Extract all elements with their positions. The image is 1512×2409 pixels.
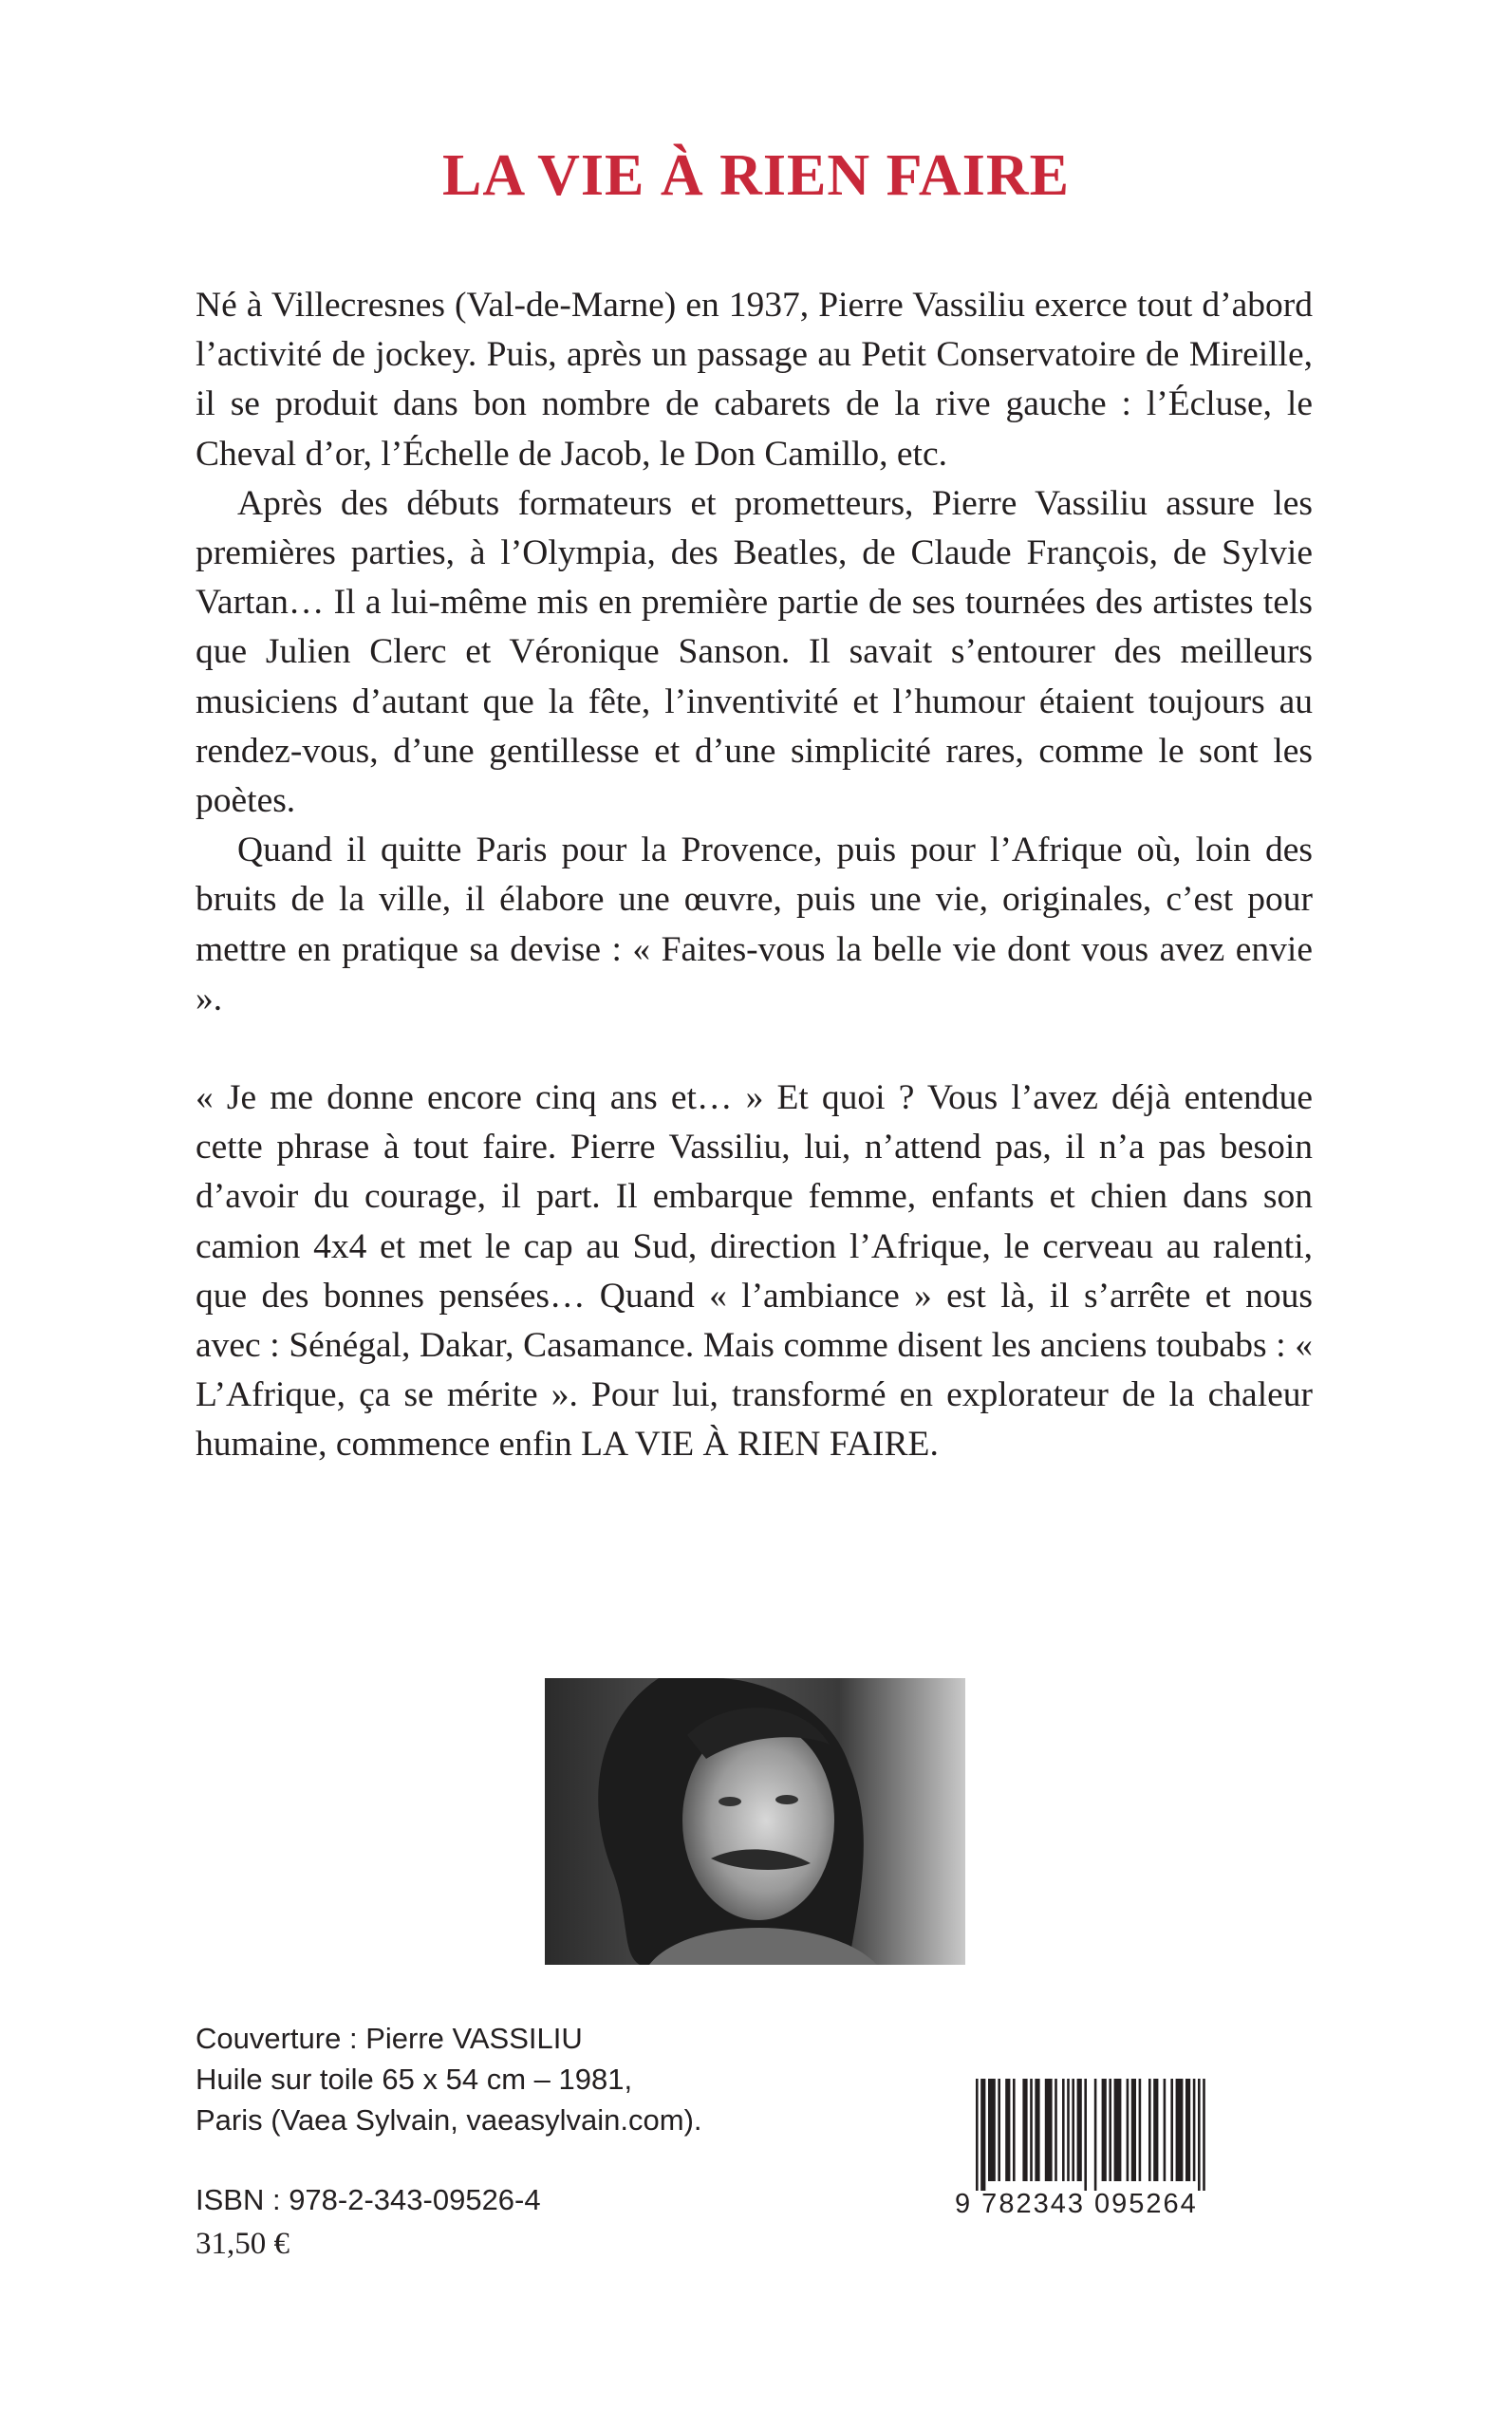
barcode-bar bbox=[1035, 2079, 1039, 2181]
cover-credits bbox=[196, 2018, 860, 2140]
barcode-digits: 9 782343 095264 bbox=[955, 2189, 1198, 2219]
barcode-bar bbox=[988, 2079, 996, 2181]
barcode-bar bbox=[1193, 2079, 1196, 2181]
barcode-bar bbox=[1176, 2079, 1184, 2181]
barcode-bar bbox=[1185, 2079, 1190, 2181]
barcode-bar bbox=[1114, 2079, 1122, 2181]
barcode-bar bbox=[1153, 2079, 1158, 2181]
barcode-bar bbox=[1131, 2079, 1136, 2181]
back-cover-text bbox=[196, 281, 1313, 1470]
barcode-bar bbox=[1013, 2079, 1016, 2181]
credit-line: Huile sur toile 65 x 54 cm – 1981, bbox=[196, 2063, 633, 2096]
barcode-bar bbox=[976, 2079, 979, 2191]
barcode-bar bbox=[1072, 2079, 1074, 2181]
credit-line: Couverture : Pierre VASSILIU bbox=[196, 2022, 583, 2055]
book-title: LA VIE À RIEN FAIRE bbox=[442, 143, 1070, 208]
barcode-bar bbox=[1055, 2079, 1057, 2181]
paragraph-biography: Né à Villecresnes (Val-de-Marne) en 1937, Pierre Vassiliu exerce tout d’abord l’activité de jockey. Puis, après un passage au Petit Conservatoire de Mireille, il se produit dans bon nombre de cabarets de la rive gauche : l’Écluse, le Cheval d’or, l’Échelle de Jacob, le Don Camillo, etc. bbox=[196, 286, 1313, 474]
barcode-bar bbox=[1109, 2079, 1111, 2181]
isbn: ISBN : 978-2-343-09526-4 bbox=[196, 2183, 541, 2216]
barcode-bar bbox=[1170, 2079, 1173, 2181]
barcode-bar bbox=[1127, 2079, 1129, 2181]
paragraph-summary: « Je me donne encore cinq ans et… » Et quoi ? Vous l’avez déjà entendue cette phrase à tout faire. Pierre Vassiliu, lui, n’attend pas, il n’a pas besoin d’avoir du courage, il part. Il embarque femme, enfants et chien dans son camion 4x4 et met le cap au Sud, direction l’Afrique, le cerveau au ralenti, que des bonnes pensées… Quand « l’ambiance » est là, il s’arrête et nous avec : Sénégal, Dakar, Casamance. Mais comme disent les anciens toubabs : « L’Afrique, ça se mérite ». Pour lui, transformé en explorateur de la chaleur humaine, commence enfin LA VIE À RIEN FAIRE. bbox=[196, 1078, 1313, 1465]
barcode-bar bbox=[1045, 2079, 1053, 2181]
barcode-bar bbox=[1198, 2079, 1201, 2191]
price: 31,50 € bbox=[196, 2227, 289, 2261]
barcode-bar bbox=[1067, 2079, 1070, 2181]
barcode-bar bbox=[1139, 2079, 1142, 2181]
barcode-bar bbox=[1077, 2079, 1082, 2181]
barcode-bar bbox=[998, 2079, 1000, 2181]
barcode-bar bbox=[1164, 2079, 1167, 2181]
author-portrait bbox=[545, 1678, 965, 1965]
barcode-bar bbox=[1203, 2079, 1205, 2191]
barcode-bar bbox=[1022, 2079, 1027, 2181]
paragraph-departure: Quand il quitte Paris pour la Provence, puis pour l’Afrique où, loin des bruits de la ville, il élabore une œuvre, puis une vie, originales, c’est pour mettre en pratique sa devise : « Faites-vous la belle vie dont vous avez envie ». bbox=[196, 831, 1313, 1018]
barcode-bar bbox=[980, 2079, 985, 2191]
barcode-bar bbox=[1102, 2079, 1107, 2181]
credit-line: Paris (Vaea Sylvain, vaeasylvain.com). bbox=[196, 2103, 702, 2137]
barcode-bar bbox=[1148, 2079, 1151, 2181]
paragraph-career: Après des débuts formateurs et prometteurs, Pierre Vassiliu assure les premières parties, à l’Olympia, des Beatles, de Claude François, de Sylvie Vartan… Il a lui-même mis en première partie de ses tournées des artistes tels que Julien Clerc et Véronique Sanson. Il savait s’entourer des meilleurs musiciens d’autant que la fête, l’inventivité et l’humour étaient toujours au rendez-vous, d’une gentillesse et d’une simplicité rares, comme le sont les poètes. bbox=[196, 483, 1313, 821]
barcode-bar bbox=[1084, 2079, 1087, 2191]
barcode-bar bbox=[1062, 2079, 1065, 2181]
barcode-bar bbox=[1005, 2079, 1010, 2181]
barcode-bar bbox=[1030, 2079, 1033, 2181]
barcode-bar bbox=[1094, 2079, 1097, 2191]
